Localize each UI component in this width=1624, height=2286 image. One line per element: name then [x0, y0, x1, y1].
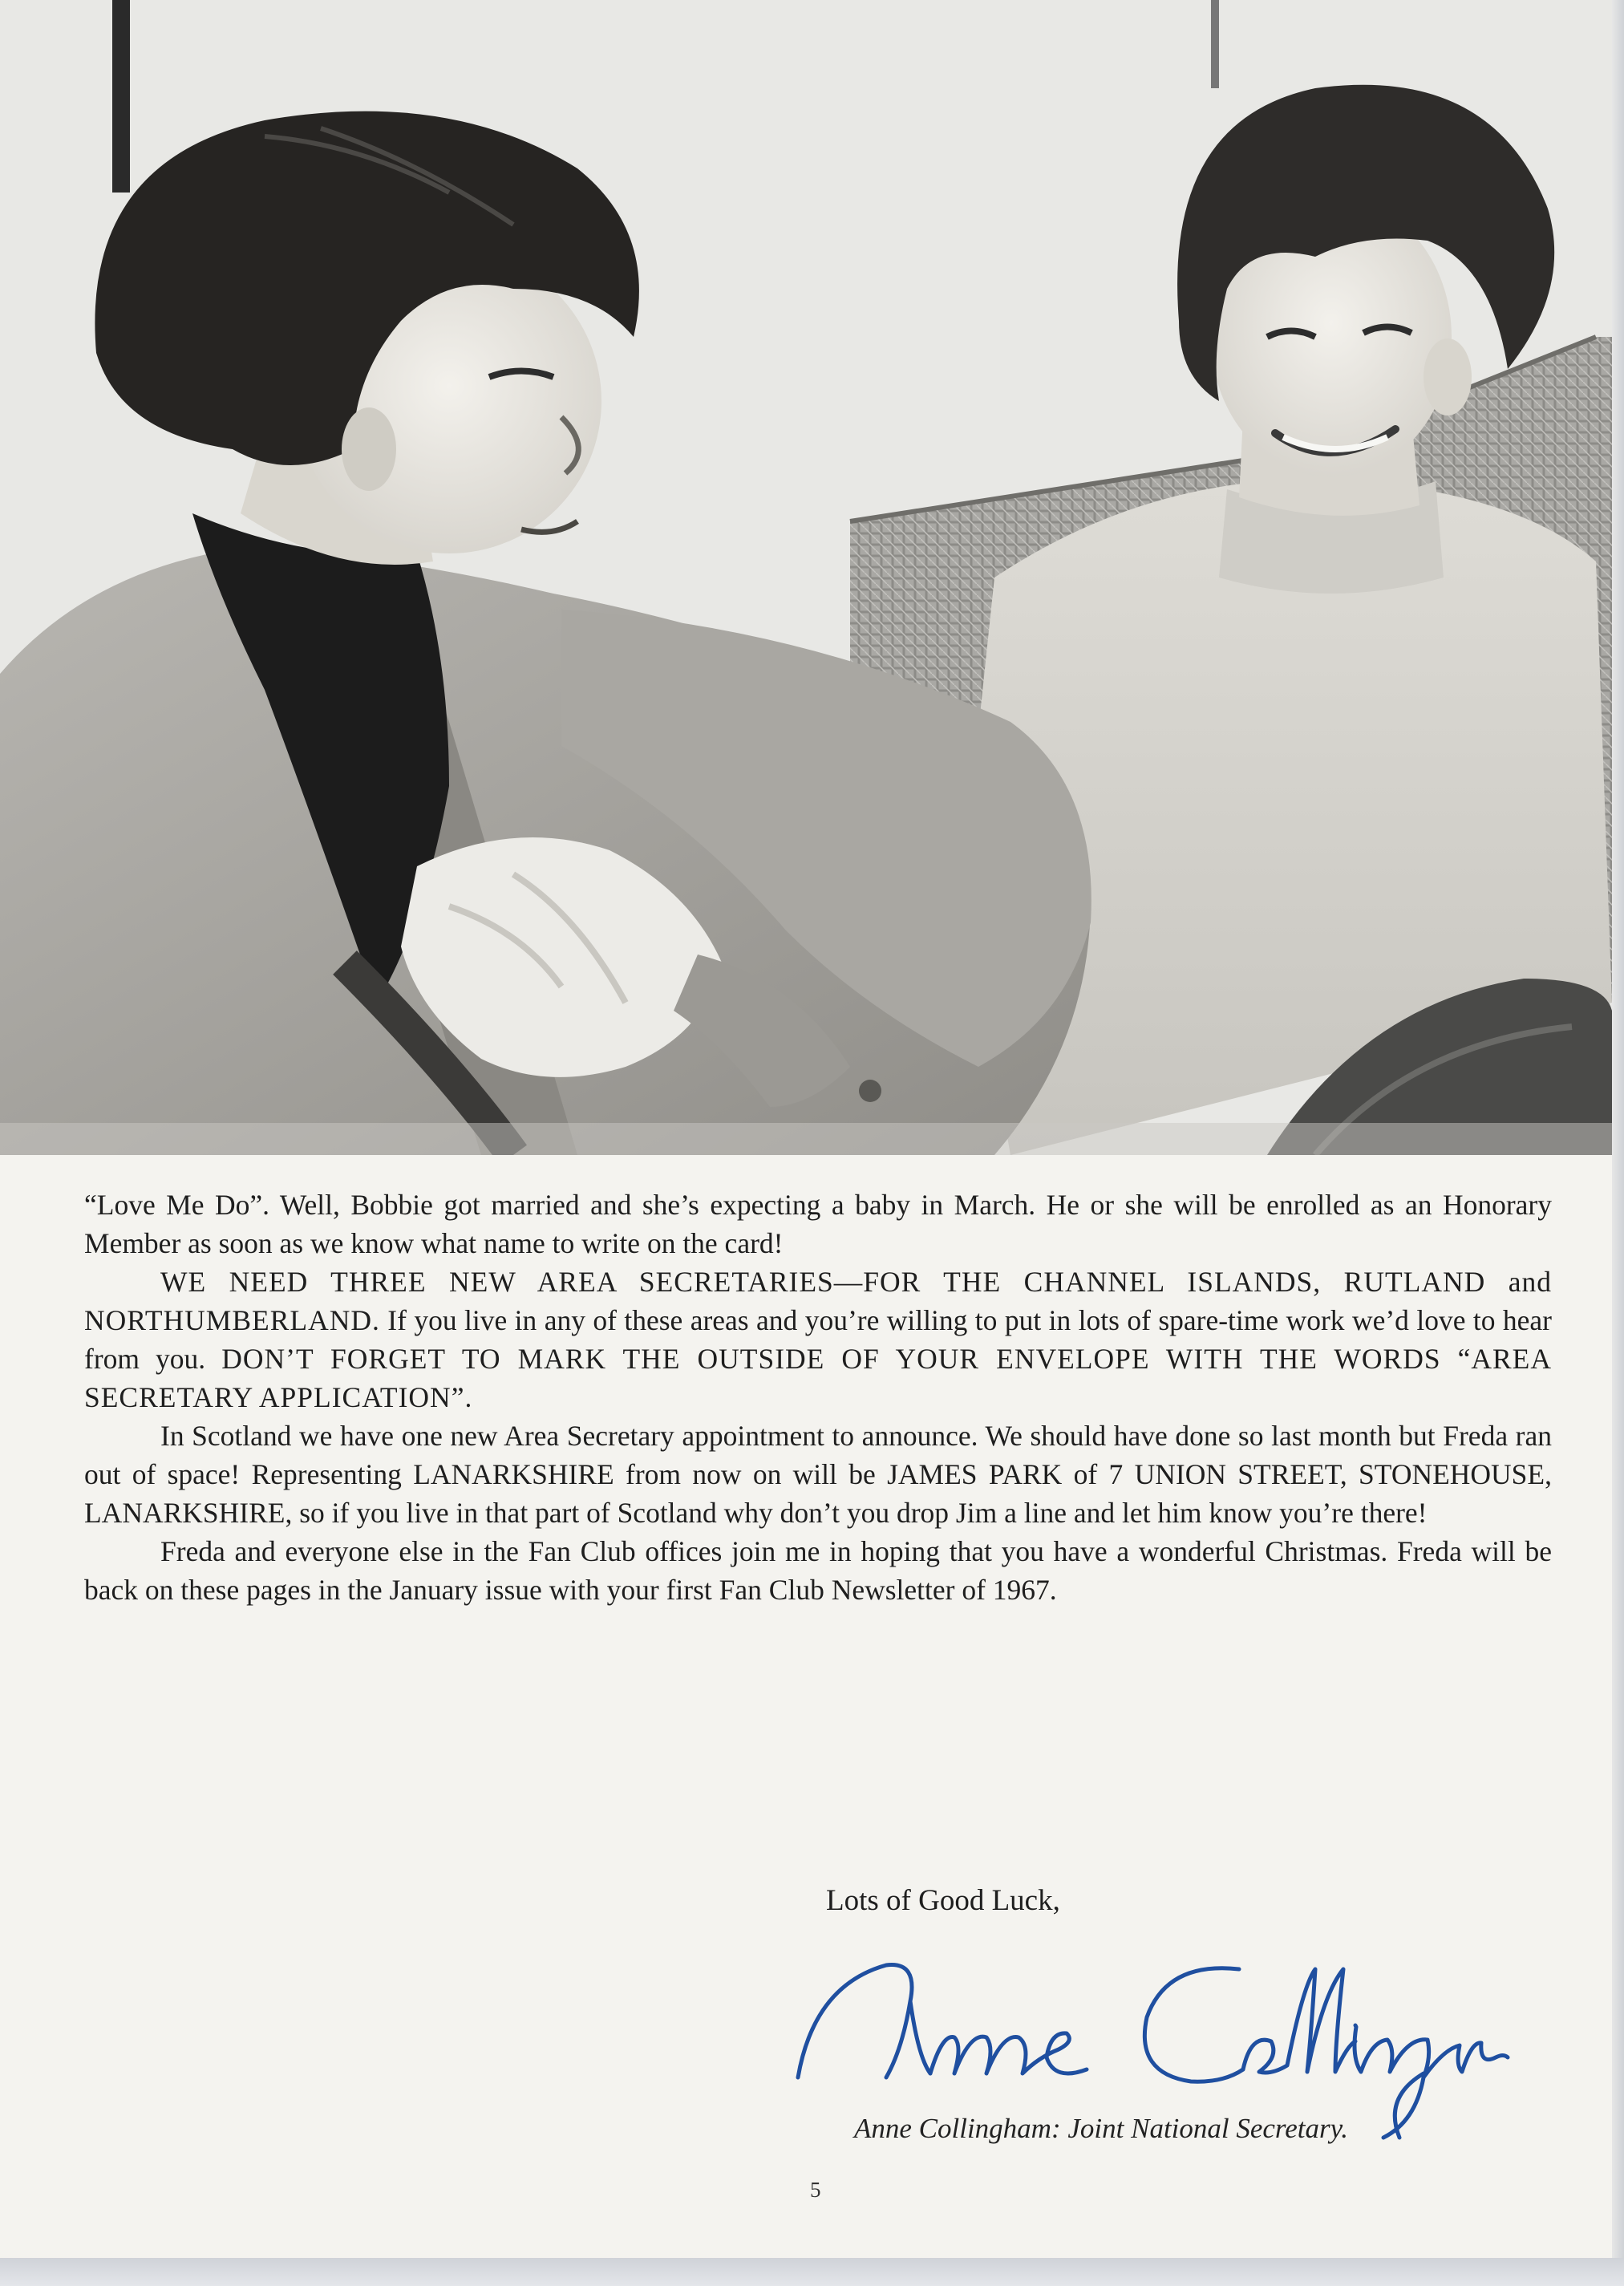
closing-line: Lots of Good Luck, [826, 1884, 1060, 1917]
area-secretaries-text: If you live in any of these areas and you’re willing to put in lots of spare-time work we’d love to hear from you. [84, 1304, 1552, 1375]
page-number: 5 [810, 2178, 821, 2202]
envelope-instruction: DON’T FORGET TO MARK THE OUTSIDE OF YOUR ENVELOPE WITH THE WORDS “AREA SECRETARY APPLICATION”. [84, 1343, 1553, 1413]
letter-body [84, 1186, 1552, 1609]
area-secretaries-heading: WE NEED THREE NEW AREA SECRETARIES—FOR THE CHANNEL ISLANDS, RUTLAND and NORTHUMBERLAND. [84, 1266, 1552, 1336]
paragraph-scotland: In Scotland we have one new Area Secretary appointment to announce. We should have done so last month but Freda ran out of space! Representing LANARKSHIRE from now on will be JAMES PARK of 7 UNION STREET, STONEHOUSE, LANARKSHIRE, so if you live in that part of Scotland why don’t you drop Jim a line and let him know you’re there! [84, 1420, 1552, 1529]
signature-caption: Anne Collingham: Joint National Secretary. [854, 2113, 1348, 2144]
paragraph-christmas: Freda and everyone else in the Fan Club offices join me in hoping that you have a wonderful Christmas. Freda will be back on these pages in the January issue with your first Fan Club Newsletter of 1967. [84, 1535, 1552, 1606]
page-edge-shadow [1612, 0, 1624, 2286]
page-bottom-edge [0, 2258, 1624, 2286]
paragraph-love-me-do: “Love Me Do”. Well, Bobbie got married and she’s expecting a baby in March. He or she will be enrolled as an Honorary Member as soon as we know what name to write on the card! [84, 1189, 1552, 1259]
paragraph-area-secretaries [84, 1263, 1552, 1417]
